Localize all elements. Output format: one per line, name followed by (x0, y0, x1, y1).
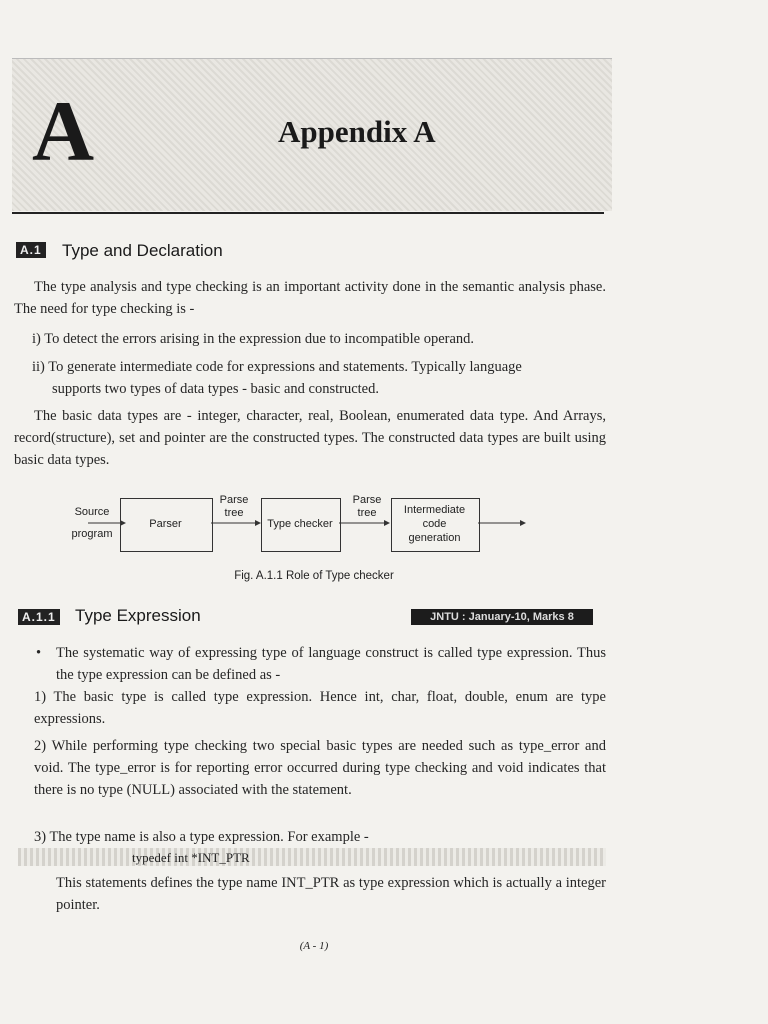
code-explanation: This statements defines the type name INT_PTR as type expression which is actually a integer pointer. (56, 875, 606, 913)
bullet-paragraph: The systematic way of expressing type of language construct is called type expression. Thus the type expression can be defined as - (56, 645, 606, 683)
list-item: ii) To generate intermediate code for expressions and statements. Typically language (32, 359, 522, 375)
list-item: 3) The type name is also a type expression. For example - (34, 829, 369, 845)
parse-tree-label: Parse tree (352, 494, 382, 519)
bullet-icon: • (36, 645, 42, 661)
section-title: Type and Declaration (62, 241, 223, 260)
section-number: A.1 (16, 242, 46, 258)
list-item-continuation: supports two types of data types - basic and constructed. (52, 381, 379, 397)
exam-badge: JNTU : January-10, Marks 8 (411, 609, 593, 625)
code-band (18, 848, 606, 866)
intro-paragraph: The type analysis and type checking is an important activity done in the semantic analysis phase. The need for type checking is - (14, 279, 606, 317)
parse-tree-label: Parse tree (219, 494, 249, 519)
list-item: 2) While performing type checking two special basic types are needed such as type_error and void. The type_error is for reporting error occurred during type checking and void indicates that there is no type (NULL) associated with the statement. (34, 738, 606, 798)
program-label: program (71, 528, 113, 540)
data-types-paragraph: The basic data types are - integer, character, real, Boolean, enumerated data type. And Arrays, record(structure), set and pointer are the constructed types. The constructed data types are built using basic data types. (14, 408, 606, 468)
list-item: i) To detect the errors arising in the expression due to incompatible operand. (32, 331, 475, 347)
page-title: Appendix A (278, 114, 436, 149)
list-item: 1) The basic type is called type expression. Hence int, char, float, double, enum are type expressions. (34, 689, 606, 727)
type-checker-label: Type checker (267, 518, 333, 530)
page-number: (A - 1) (299, 940, 329, 952)
parser-label: Parser (149, 518, 182, 530)
figure-caption: Fig. A.1.1 Role of Type checker (234, 570, 394, 582)
section-number: A.1.1 (18, 609, 60, 625)
banner-letter: A (32, 83, 95, 179)
section-title: Type Expression (75, 606, 201, 625)
code-line: typedef int *INT_PTR (132, 850, 250, 865)
source-label: Source (74, 506, 110, 518)
intermediate-label: Intermediate code generation (403, 504, 466, 544)
